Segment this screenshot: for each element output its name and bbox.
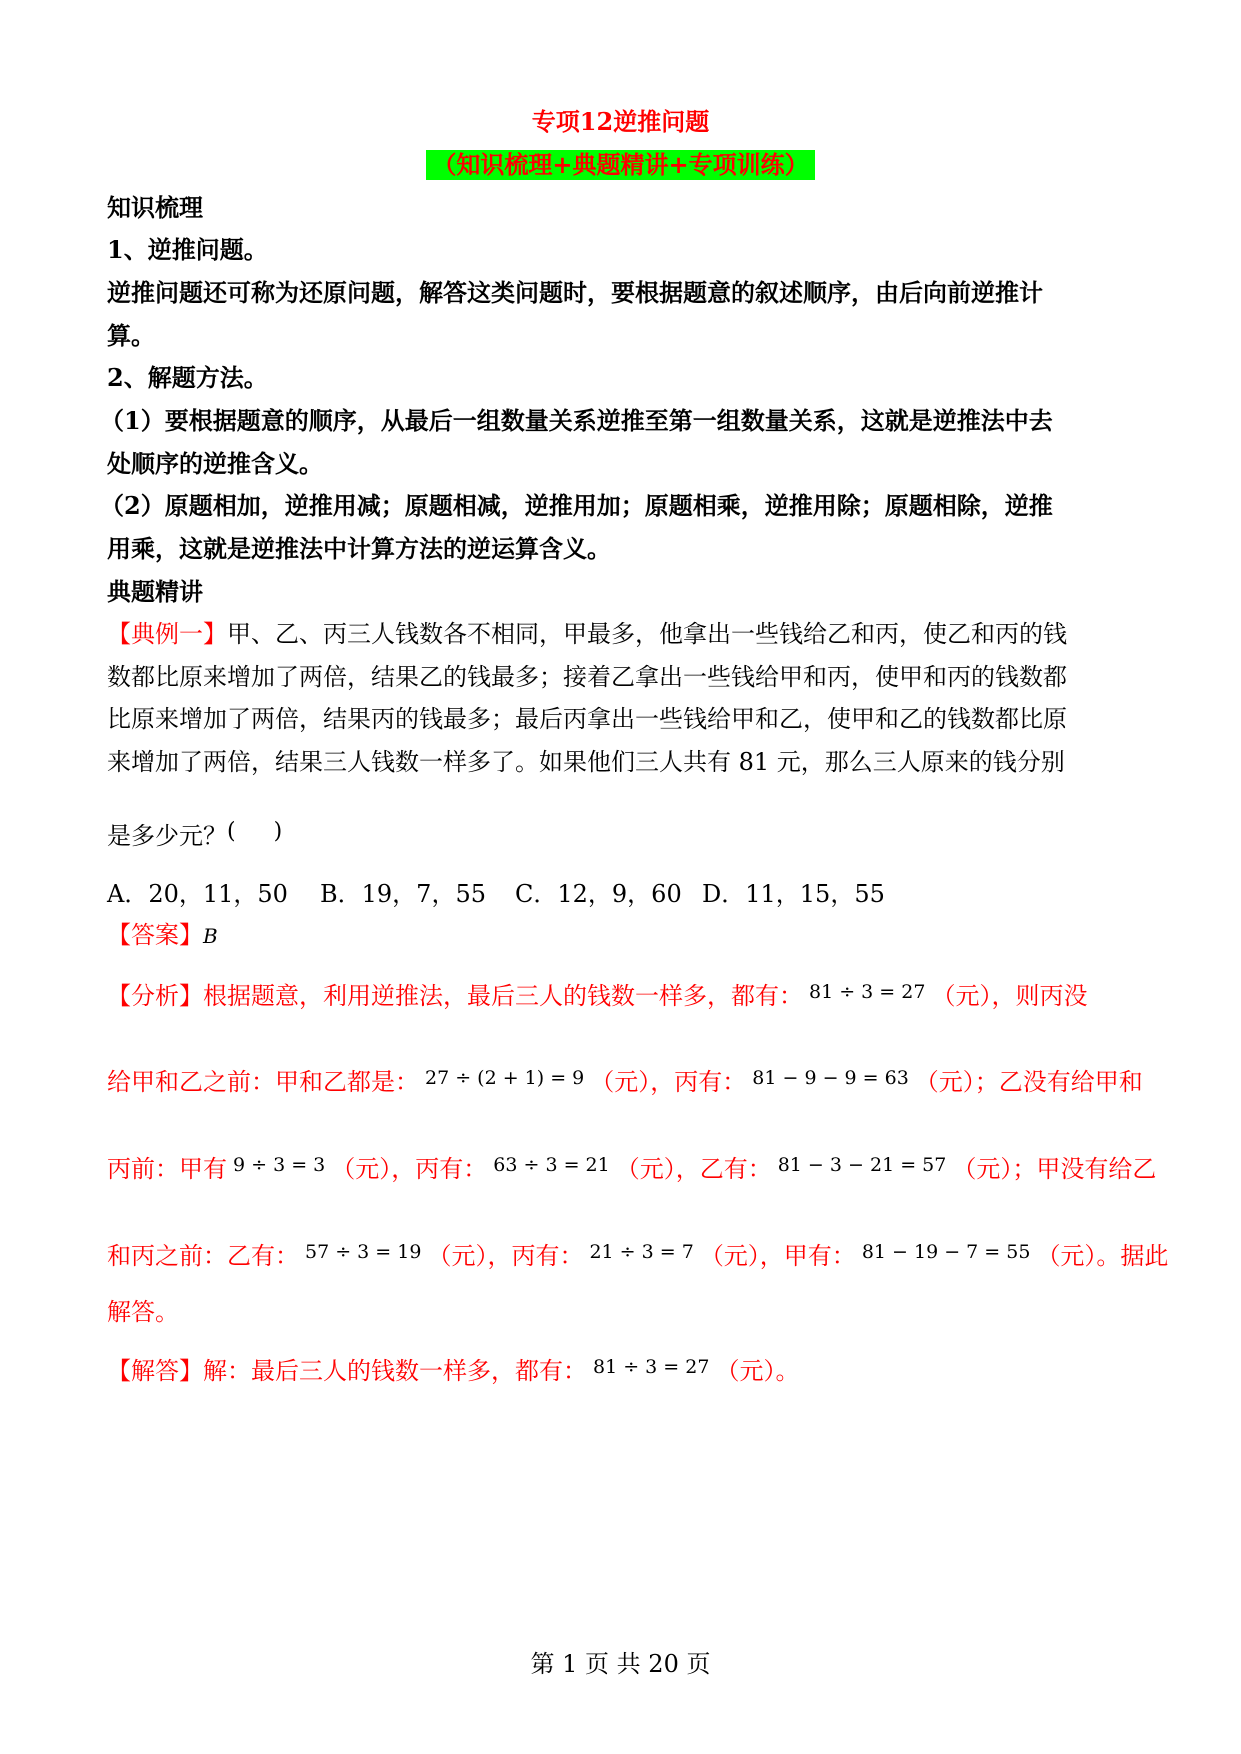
item1-heading: 1、逆推问题。 [107, 235, 268, 264]
item2-point1-line1: （1）要根据题意的顺序，从最后一组数量关系逆推至第一组数量关系，这就是逆推法中去 [100, 406, 1053, 435]
solution-text: （元）。 [715, 1357, 800, 1385]
example-line4: 来增加了两倍，结果三人钱数一样多了。如果他们三人共有 81 元，那么三人原来的钱分别 [107, 748, 1065, 776]
solution-tag: 【解答】 [107, 1357, 203, 1385]
page-footer: 第 1 页 共 20 页 [530, 1650, 711, 1678]
example-line5 [107, 820, 320, 854]
analysis-text: （元），甲有： [699, 1242, 856, 1270]
solution-text: 解：最后三人的钱数一样多，都有： [203, 1357, 587, 1385]
analysis-text: 给甲和乙之前：甲和乙都是： [107, 1068, 419, 1096]
example-tag: 【典例一】 [107, 620, 227, 648]
analysis-text: 和丙之前：乙有： [107, 1242, 299, 1270]
item2-point2-line2: 用乘，这就是逆推法中计算方法的逆运算含义。 [107, 534, 611, 563]
options-row [107, 878, 885, 910]
item1-text-line2: 算。 [107, 321, 155, 350]
math-expression: 21 ÷ 3 = 7 [589, 1241, 694, 1263]
analysis-text: （元），丙有： [590, 1068, 747, 1096]
item1-text-line1: 逆推问题还可称为还原问题，解答这类问题时，要根据题意的叙述顺序，由后向前逆推计 [107, 278, 1043, 307]
analysis-text: （元）；乙没有给甲和 [914, 1068, 1143, 1096]
analysis-text: （元），丙有： [427, 1242, 584, 1270]
analysis-text: （元）。据此 [1036, 1242, 1169, 1270]
item2-heading: 2、解题方法。 [107, 363, 268, 392]
analysis-text: （元），乙有： [615, 1155, 772, 1183]
math-expression: 9 ÷ 3 = 3 [233, 1154, 326, 1176]
example-line3: 比原来增加了两倍，结果丙的钱最多；最后丙拿出一些钱给甲和乙，使甲和乙的钱数都比原 [107, 705, 1067, 733]
math-expression: 81 − 3 − 21 = 57 [777, 1154, 947, 1176]
option-a: A．20，11，50 [107, 880, 288, 908]
analysis-tag: 【分析】 [107, 982, 203, 1010]
analysis-line4 [107, 1240, 1168, 1274]
answer-value: B [203, 924, 218, 948]
math-expression: 81 − 19 − 7 = 55 [861, 1241, 1031, 1263]
math-expression: 81 ÷ 3 = 27 [593, 1356, 710, 1378]
math-expression: 63 ÷ 3 = 21 [493, 1154, 610, 1176]
analysis-text: 丙前：甲有 [107, 1155, 227, 1183]
example-question: 是多少元？ [107, 822, 227, 850]
answer-tag: 【答案】 [107, 921, 203, 949]
section-heading-knowledge: 知识梳理 [107, 193, 203, 222]
page-title: 专项12逆推问题 [531, 107, 710, 136]
subtitle-wrap [0, 149, 1241, 181]
solution-line [107, 1355, 799, 1389]
analysis-text: （元），则丙没 [931, 982, 1088, 1010]
answer-blank-paren: () [227, 819, 321, 844]
analysis-line5: 解答。 [107, 1298, 179, 1326]
analysis-line1 [107, 980, 1087, 1014]
analysis-text: （元），丙有： [331, 1155, 488, 1183]
example-text-1: 甲、乙、丙三人钱数各不相同，甲最多，他拿出一些钱给乙和丙，使乙和丙的钱 [227, 620, 1067, 648]
option-b: B．19，7，55 [320, 880, 486, 908]
analysis-text: 根据题意，利用逆推法，最后三人的钱数一样多，都有： [203, 982, 803, 1010]
section-heading-examples: 典题精讲 [107, 577, 203, 606]
answer-line [107, 919, 218, 952]
option-c: C．12，9，60 [515, 880, 682, 908]
analysis-line2 [107, 1066, 1143, 1100]
analysis-line3 [107, 1153, 1156, 1187]
item2-point2-line1: （2）原题相加，逆推用减；原题相减，逆推用加；原题相乘，逆推用除；原题相除，逆推 [100, 491, 1053, 520]
example-line2: 数都比原来增加了两倍，结果乙的钱最多；接着乙拿出一些钱给甲和丙，使甲和丙的钱数都 [107, 663, 1067, 691]
math-expression: 27 ÷ (2 + 1) = 9 [425, 1067, 585, 1089]
item2-point1-line2: 处顺序的逆推含义。 [107, 449, 323, 478]
math-expression: 57 ÷ 3 = 19 [305, 1241, 422, 1263]
page-subtitle: （知识梳理+典题精讲+专项训练） [426, 150, 814, 180]
analysis-text: （元）；甲没有给乙 [952, 1155, 1157, 1183]
example-line1 [107, 618, 1067, 650]
option-d: D．11，15，55 [702, 880, 885, 908]
math-expression: 81 ÷ 3 = 27 [809, 981, 926, 1003]
math-expression: 81 − 9 − 9 = 63 [752, 1067, 909, 1089]
